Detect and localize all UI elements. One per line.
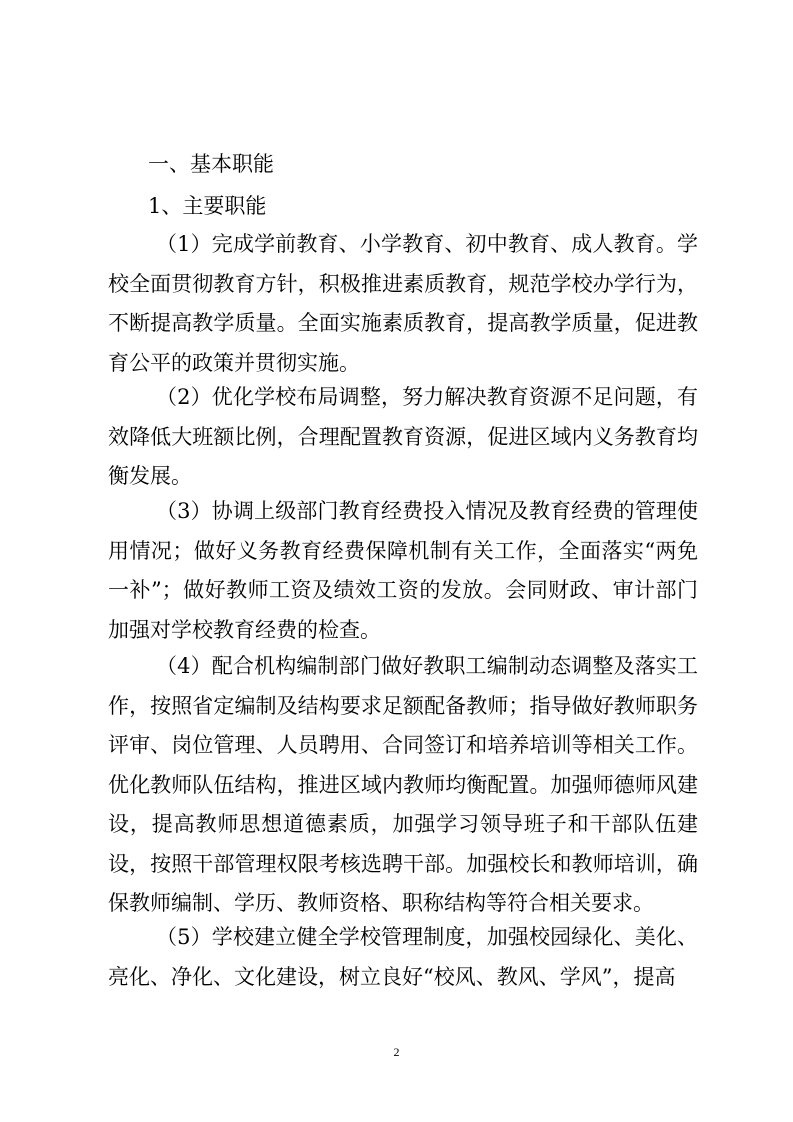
paragraph-4: （4）配合机构编制部门做好教职工编制动态调整及落实工作，按照省定编制及结构要求足额配备教师；指导做好教师职务评审、岗位管理、人员聘用、合同签订和培养培训等相关工作。优化教师队伍结构，推进区域内教师均衡配置。加强师德师风建设，提高教师思想道德素质，加强学习领导班子和干部队伍建设，按照干部管理权限考核选聘干部。加强校长和教师培训，确保教师编制、学历、教师资格、职称结构等符合相关要求。 bbox=[108, 654, 698, 915]
paragraph-2: （2）优化学校布局调整，努力解决教育资源不足问题，有效降低大班额比例，合理配置教育资源，促进区域内义务教育均衡发展。 bbox=[108, 385, 698, 488]
paragraph-5: （5）学校建立健全学校管理制度，加强校园绿化、美化、亮化、净化、文化建设，树立良好“校风、教风、学风”，提高 bbox=[108, 925, 698, 989]
section-heading: 一、基本职能 bbox=[148, 152, 274, 176]
paragraph-3: （3）协调上级部门教育经费投入情况及教育经费的管理使用情况；做好义务教育经费保障机制有关工作，全面落实“两免一补”；做好教师工资及绩效工资的发放。会同财政、审计部门加强对学校教育经费的检查。 bbox=[108, 499, 698, 642]
page-number: 2 bbox=[393, 1045, 400, 1059]
subsection-heading: 1、主要职能 bbox=[148, 194, 267, 218]
paragraph-1: （1）完成学前教育、小学教育、初中教育、成人教育。学校全面贯彻教育方针，积极推进素质教育，规范学校办学行为，不断提高教学质量。全面实施素质教育，提高教学质量，促进教育公平的政策并贯彻实施。 bbox=[108, 232, 698, 375]
